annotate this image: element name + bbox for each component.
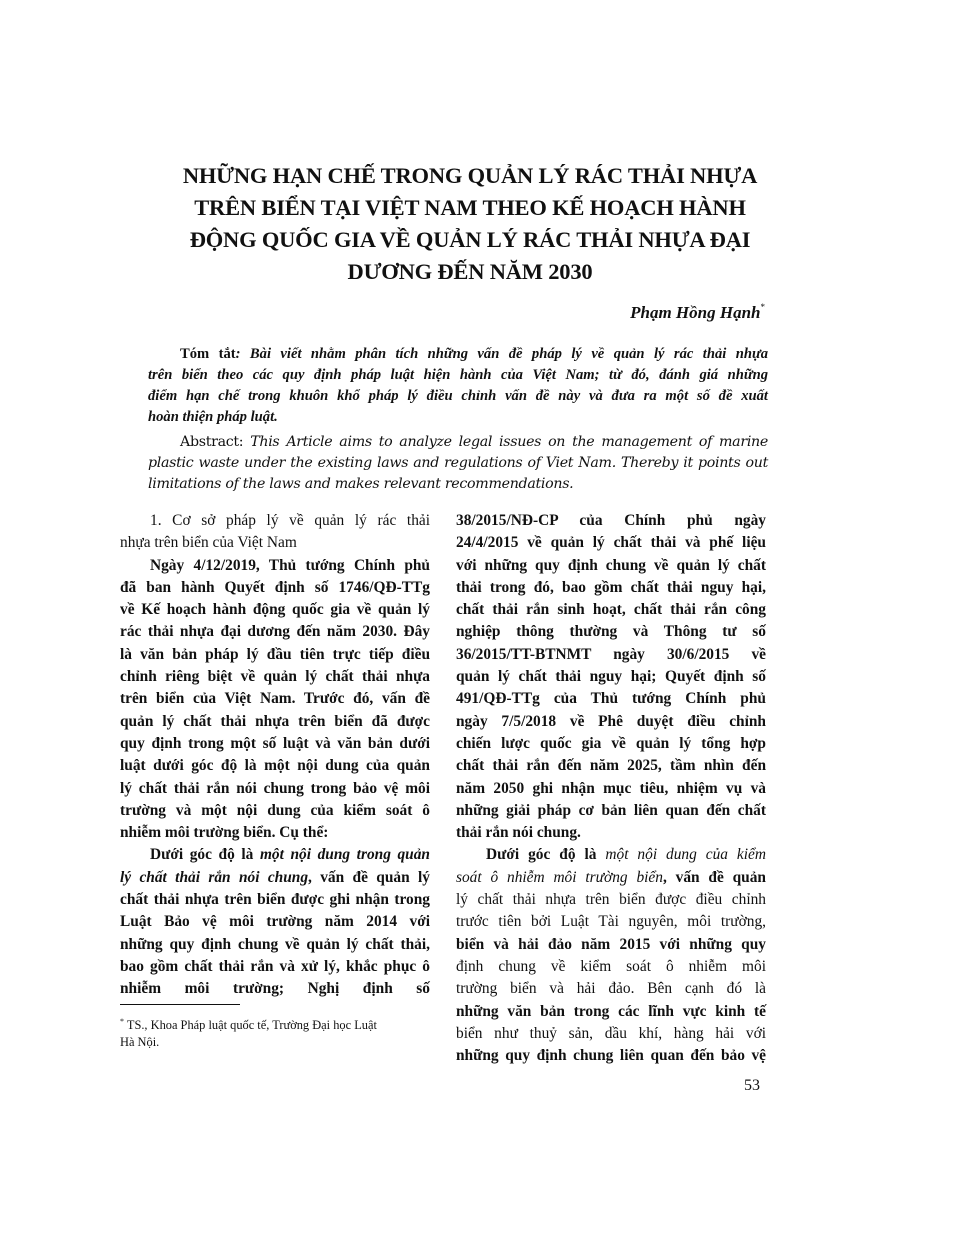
body-line: ngày 7/5/2018 về Phê duyệt điều chỉnh — [456, 712, 766, 730]
body-line: rác thải nhựa đại dương đến năm 2030. Đây — [120, 623, 430, 641]
body-line: năm 2050 ghi nhận mục tiêu, nhiệm vụ và — [456, 779, 766, 797]
body-line: trước tiên bởi Luật Tài nguyên, môi trường, — [456, 913, 766, 931]
footnote — [120, 1013, 430, 1051]
body-text: , vấn đề quản lý — [308, 868, 430, 886]
body-line: chất thải rắn đến năm 2025, tầm nhìn đến — [456, 757, 766, 775]
title-line: NHỮNG HẠN CHẾ TRONG QUẢN LÝ RÁC THẢI NHỰA — [182, 163, 758, 188]
section-heading: 1. Cơ sở pháp lý về quản lý rác thải — [150, 512, 430, 529]
body-line: Luật Bảo vệ môi trường năm 2014 với — [120, 913, 430, 931]
abstract-english — [148, 432, 768, 495]
body-line: Ngày 4/12/2019, Thủ tướng Chính phủ — [150, 556, 430, 574]
emphasis-text: soát ô nhiễm môi trường biển — [456, 868, 663, 886]
body-column-right — [456, 510, 766, 1067]
body-line: thải trong đó, bao gồm chất thải nguy hại, — [456, 578, 766, 596]
article-title — [120, 160, 820, 288]
body-line — [120, 844, 430, 866]
footnote-line: Hà Nội. — [120, 1035, 160, 1049]
author-footnote-mark: * — [760, 302, 765, 312]
body-line — [120, 867, 430, 889]
body-line: đã ban hành Quyết định số 1746/QĐ-TTg — [120, 578, 430, 596]
page-number: 53 — [744, 1077, 760, 1094]
abstract-line: điểm hạn chế trong khuôn khổ pháp lý điều chỉnh vấn đề này và đưa ra một số đề xuất — [148, 388, 768, 404]
body-column-left — [120, 510, 430, 1001]
body-line: định chung về kiểm soát ô nhiễm môi — [456, 957, 766, 975]
body-line: chất thải rắn sinh hoạt, chất thải rắn công — [456, 601, 766, 619]
body-line: quản lý chất thải nguy hại; Quyết định số — [456, 668, 766, 686]
body-line: quản lý chất thải nhựa trên biển đã được — [120, 712, 430, 730]
footnote-text: TS., Khoa Pháp luật quốc tế, Trường Đại học Luật — [124, 1018, 377, 1032]
abstract-line: limitations of the laws and makes relevant recommendations. — [148, 476, 574, 492]
abstract-label: Abstract: — [180, 434, 244, 450]
body-line: chiến lược quốc gia về quản lý tổng hợp — [456, 734, 766, 752]
body-line: lý chất thải nhựa trên biển được điều chỉnh — [456, 891, 766, 909]
body-line: những quy định chung liên quan đến bảo vệ — [456, 1047, 766, 1065]
abstract-line: plastic waste under the existing laws and regulations of Viet Nam. Thereby it points out — [148, 455, 768, 471]
body-line: về Kế hoạch hành động quốc gia về quản lý — [120, 601, 430, 619]
body-line: bao gồm chất thải rắn và xử lý, khắc phục ô — [120, 957, 430, 975]
body-line: trường biển và hải đảo. Bên cạnh đó là — [456, 980, 766, 998]
body-line: luật dưới góc độ là một nội dung của quản — [120, 757, 430, 775]
abstract-line: hoàn thiện pháp luật. — [148, 409, 278, 425]
body-line: chỉnh riêng biệt về quản lý chất thải nhựa — [120, 668, 430, 686]
emphasis-text: lý chất thải rắn nói chung — [120, 868, 309, 886]
body-line: những quy định chung về quản lý chất thải, — [120, 935, 430, 953]
body-line — [456, 867, 766, 889]
author-byline — [630, 302, 765, 323]
section-heading: nhựa trên biển của Việt Nam — [120, 534, 297, 552]
body-line: nhiễm môi trường; Nghị định số — [120, 980, 430, 998]
body-line: nghiệp thông thường và Thông tư số — [456, 623, 766, 641]
body-line: biển và hải đảo năm 2015 với những quy — [456, 935, 766, 953]
title-line: TRÊN BIỂN TẠI VIỆT NAM THEO KẾ HOẠCH HÀNH — [194, 195, 746, 220]
title-line: DƯƠNG ĐẾN NĂM 2030 — [347, 259, 593, 284]
emphasis-text: một nội dung của kiểm — [605, 846, 766, 864]
emphasis-text: một nội dung trong quản — [259, 846, 430, 864]
body-text: , vấn đề quản — [662, 868, 766, 886]
abstract-vietnamese — [148, 344, 768, 428]
body-line: những giải pháp cơ bản liên quan đến chất — [456, 801, 766, 819]
footnote-divider — [120, 1004, 240, 1005]
footnote-mark: * — [120, 1017, 124, 1026]
body-line: 36/2015/TT-BTNMT ngày 30/6/2015 về — [456, 645, 766, 663]
body-line: thải rắn nói chung. — [456, 824, 581, 842]
abstract-label: Tóm tắt — [180, 346, 236, 362]
body-line: với những quy định chung về quản lý chất — [456, 556, 766, 574]
body-line: biển như thuỷ sản, dầu khí, hàng hải với — [456, 1024, 766, 1042]
footnote-line — [120, 1013, 430, 1034]
body-line: lý chất thải rắn nói chung trong bảo vệ môi — [120, 779, 430, 797]
body-line — [456, 844, 766, 866]
body-line: trường và một nội dung của kiểm soát ô — [120, 801, 430, 819]
abstract-line — [148, 432, 768, 453]
body-line: 38/2015/NĐ-CP của Chính phủ ngày — [456, 512, 766, 529]
abstract-line: trên biển theo các quy định pháp luật hiện hành của Việt Nam; từ đó, đánh giá những — [148, 367, 768, 383]
abstract-line — [148, 344, 768, 365]
author-name: Phạm Hồng Hạnh — [630, 303, 761, 322]
body-line: những văn bản trong các lĩnh vực kinh tế — [456, 1002, 766, 1020]
body-line: 491/QĐ-TTg của Thủ tướng Chính phủ — [456, 690, 766, 708]
abstract-text: : Bài viết nhằm phân tích những vấn đề pháp lý về quản lý rác thải nhựa — [235, 346, 769, 362]
body-line: 24/4/2015 về quản lý chất thải và phế liệu — [456, 534, 766, 552]
title-line: ĐỘNG QUỐC GIA VỀ QUẢN LÝ RÁC THẢI NHỰA ĐẠI — [189, 227, 751, 252]
body-line: chất thải nhựa trên biển được ghi nhận trong — [120, 891, 430, 909]
body-line: quy định trong một số luật và văn bản dưới — [120, 734, 430, 752]
body-line: trên biển của Việt Nam. Trước đó, vấn đề — [120, 690, 430, 708]
body-line: là văn bản pháp lý đầu tiên trực tiếp điều — [120, 645, 430, 663]
body-line: nhiễm môi trường biển. Cụ thể: — [120, 824, 329, 842]
body-text: Dưới góc độ là — [486, 846, 606, 864]
body-text: Dưới góc độ là — [150, 846, 260, 864]
abstract-text: This Article aims to analyze legal issues on the management of marine — [243, 434, 768, 450]
